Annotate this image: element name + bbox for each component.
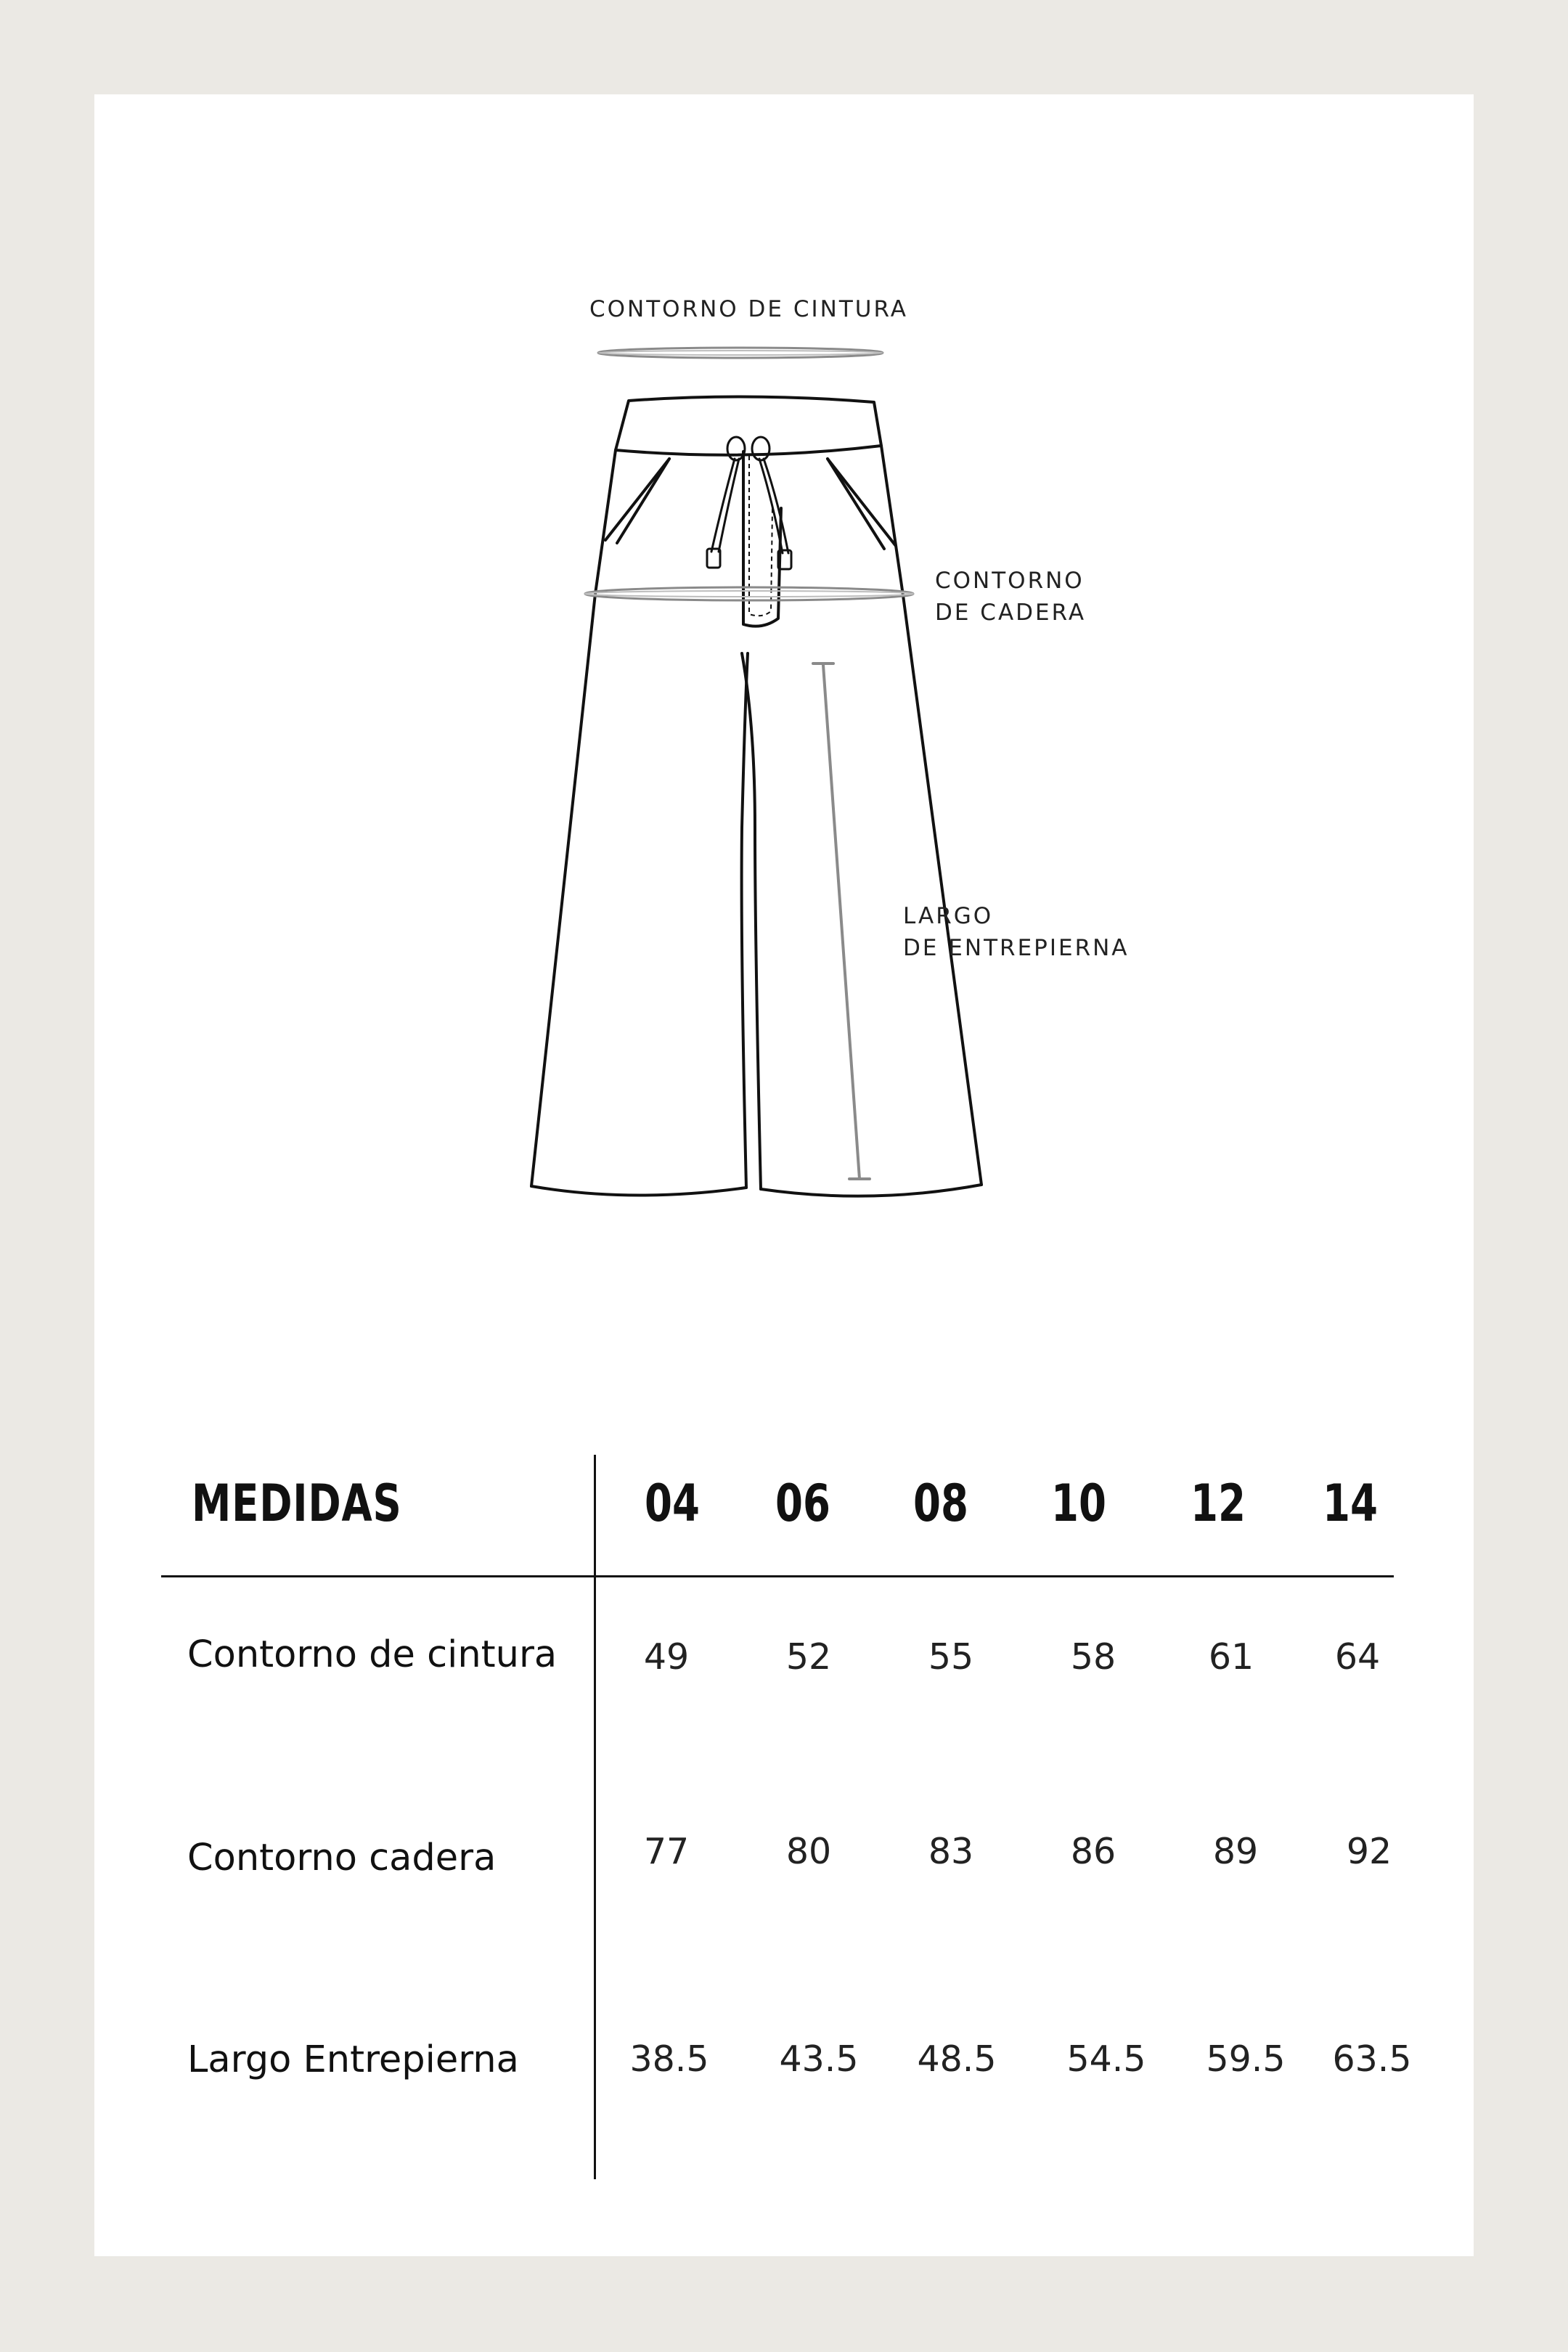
hip-label-line1: CONTORNO [935, 568, 1085, 594]
row-label-waist: Contorno de cintura [187, 1633, 558, 1676]
table-cell: 92 [1346, 1831, 1392, 1872]
inseam-label-line2: DE ENTREPIERNA [903, 935, 1130, 961]
table-cell: 43.5 [779, 2038, 859, 2080]
table-cell: 54.5 [1066, 2038, 1146, 2080]
table-cell: 80 [785, 1831, 832, 1872]
table-title: MEDIDAS [192, 1474, 402, 1533]
table-header-divider [161, 1575, 1394, 1577]
table-cell: 86 [1070, 1831, 1116, 1872]
table-cell: 59.5 [1206, 2038, 1286, 2080]
inseam-measure-line [813, 663, 870, 1179]
size-header: 06 [775, 1474, 830, 1533]
size-header: 04 [644, 1474, 700, 1533]
row-label-inseam: Largo Entrepierna [187, 2038, 519, 2081]
table-cell: 38.5 [629, 2038, 709, 2080]
pants-outline [531, 396, 981, 1196]
table-cell: 58 [1070, 1636, 1116, 1678]
table-cell: 64 [1334, 1636, 1381, 1678]
table-cell: 89 [1212, 1831, 1259, 1872]
table-cell: 61 [1208, 1636, 1254, 1678]
hip-label-line2: DE CADERA [935, 600, 1087, 626]
size-header: 10 [1050, 1474, 1106, 1533]
table-column-divider [594, 1455, 596, 2179]
table-cell: 52 [785, 1636, 832, 1678]
waist-label: CONTORNO DE CINTURA [589, 296, 908, 322]
table-cell: 55 [928, 1636, 974, 1678]
size-header: 12 [1190, 1474, 1246, 1533]
size-header: 08 [912, 1474, 968, 1533]
row-label-hip: Contorno cadera [187, 1837, 497, 1879]
inseam-label-line1: LARGO [903, 903, 994, 929]
table-cell: 83 [928, 1831, 974, 1872]
waist-measure-ring [598, 348, 883, 358]
table-cell: 49 [643, 1636, 690, 1678]
table-cell: 63.5 [1332, 2038, 1412, 2080]
table-cell: 77 [643, 1831, 690, 1872]
table-cell: 48.5 [917, 2038, 997, 2080]
size-header: 14 [1322, 1474, 1378, 1533]
